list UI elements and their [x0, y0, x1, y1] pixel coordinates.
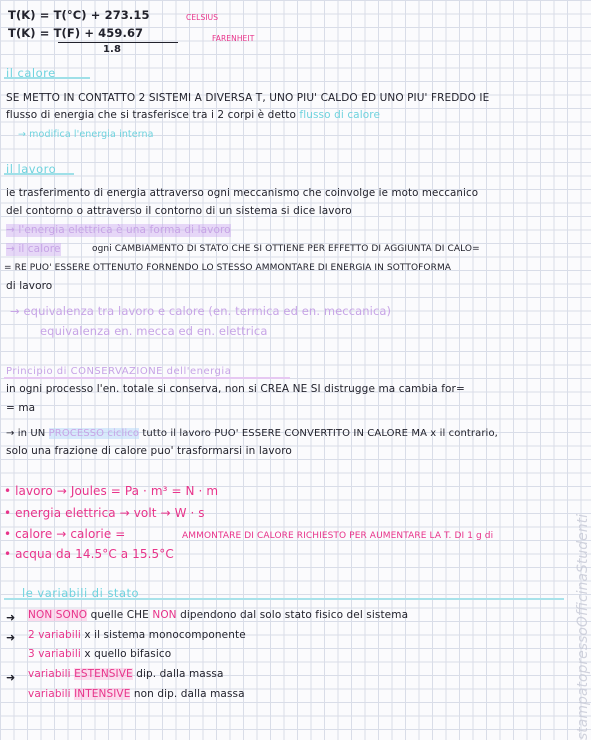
formula-denominator: 1.8 — [103, 44, 122, 55]
flusso-di-calore: flusso di calore — [299, 109, 381, 121]
celsius-tag: CELSIUS — [186, 13, 219, 22]
variabili-line-3: 3 variabili x quello bifasico — [28, 648, 172, 660]
processo-ciclico: PROCESSO ciclico — [48, 428, 140, 439]
lavoro-line-7: → equivalenza tra lavoro e calore (en. termica ed en. meccanica) — [10, 304, 392, 318]
conservazione-line-1: in ogni processo l'en. totale si conserva, non si CREA NE SI distrugge ma cambia for= — [6, 383, 465, 395]
lavoro-line-2: del contorno o attraverso il contorno di un sistema si dice lavoro — [6, 205, 352, 217]
lavoro-line-3: → l'energia elettrica è una forma di lavoro — [6, 224, 231, 236]
conservazione-line-3: → in UN PROCESSO ciclico tutto il lavoro PUO' ESSERE CONVERTITO IN CALORE MA x il contrario, — [6, 428, 498, 439]
fahrenheit-tag: FARENHEIT — [212, 34, 255, 43]
variabili-line-2: 2 variabili x il sistema monocomponente — [28, 629, 246, 641]
lavoro-line-1: ie trasferimento di energia attraverso ogni meccanismo che coinvolge ie moto meccanico — [6, 187, 479, 199]
lavoro-line-4b: ogni CAMBIAMENTO DI STATO CHE SI OTTIENE PER EFFETTO DI AGGIUNTA DI CALO= — [92, 244, 480, 254]
lavoro-line-6: di lavoro — [6, 280, 53, 292]
unit-calore: • calore → calorie = — [4, 527, 126, 541]
section-title-variabili: le variabili di stato — [22, 586, 140, 600]
arrow-bullet-icon: ➜ — [6, 631, 16, 644]
lavoro-line-5: = RE PUO' ESSERE OTTENUTO FORNENDO LO STESSO AMMONTARE DI ENERGIA IN SOTTOFORMA — [4, 263, 452, 273]
section-title-lavoro: il lavoro — [6, 162, 57, 176]
section-title-calore: il calore — [6, 66, 56, 80]
unit-energia: • energia elettrica → volt → W · s — [4, 506, 205, 520]
formula-celsius: T(K) = T(°C) + 273.15 — [8, 8, 150, 22]
unit-calore-def: AMMONTARE DI CALORE RICHIESTO PER AUMENTARE LA T. DI 1 g di — [182, 531, 494, 541]
conservazione-line-4: solo una frazione di calore puo' trasformarsi in lavoro — [6, 445, 292, 457]
section-title-conservazione: Principio di CONSERVAZIONE dell'energia — [6, 366, 232, 377]
calore-line-3: → modifica l'energia interna — [18, 129, 154, 140]
variabili-line-1: NON SONO quelle CHE NON dipendono dal solo stato fisico del sistema — [28, 609, 409, 621]
lavoro-line-8: equivalenza en. mecca ed en. elettrica — [40, 324, 268, 338]
lavoro-line-4a: → il calore — [6, 243, 61, 255]
unit-lavoro: • lavoro → Joules = Pa · m³ = N · m — [4, 484, 219, 498]
calore-line-1: SE METTO IN CONTATTO 2 SISTEMI A DIVERSA T, UNO PIU' CALDO ED UNO PIU' FREDDO IE — [6, 92, 490, 104]
variabili-line-5: variabili INTENSIVE non dip. dalla massa — [28, 688, 245, 700]
formula-fahrenheit: T(K) = T(F) + 459.67 — [8, 26, 144, 40]
arrow-bullet-icon: ➜ — [6, 671, 16, 684]
variabili-line-4: variabili ESTENSIVE dip. dalla massa — [28, 668, 224, 680]
unit-acqua: • acqua da 14.5°C a 15.5°C — [4, 547, 174, 561]
watermark: stampatopressoOfficinaStudenti — [575, 514, 591, 740]
arrow-bullet-icon: ➜ — [6, 611, 16, 624]
calore-line-2: flusso di energia che si trasferisce tra i 2 corpi è detto flusso di calore — [6, 109, 381, 121]
conservazione-line-2: = ma — [6, 402, 36, 414]
